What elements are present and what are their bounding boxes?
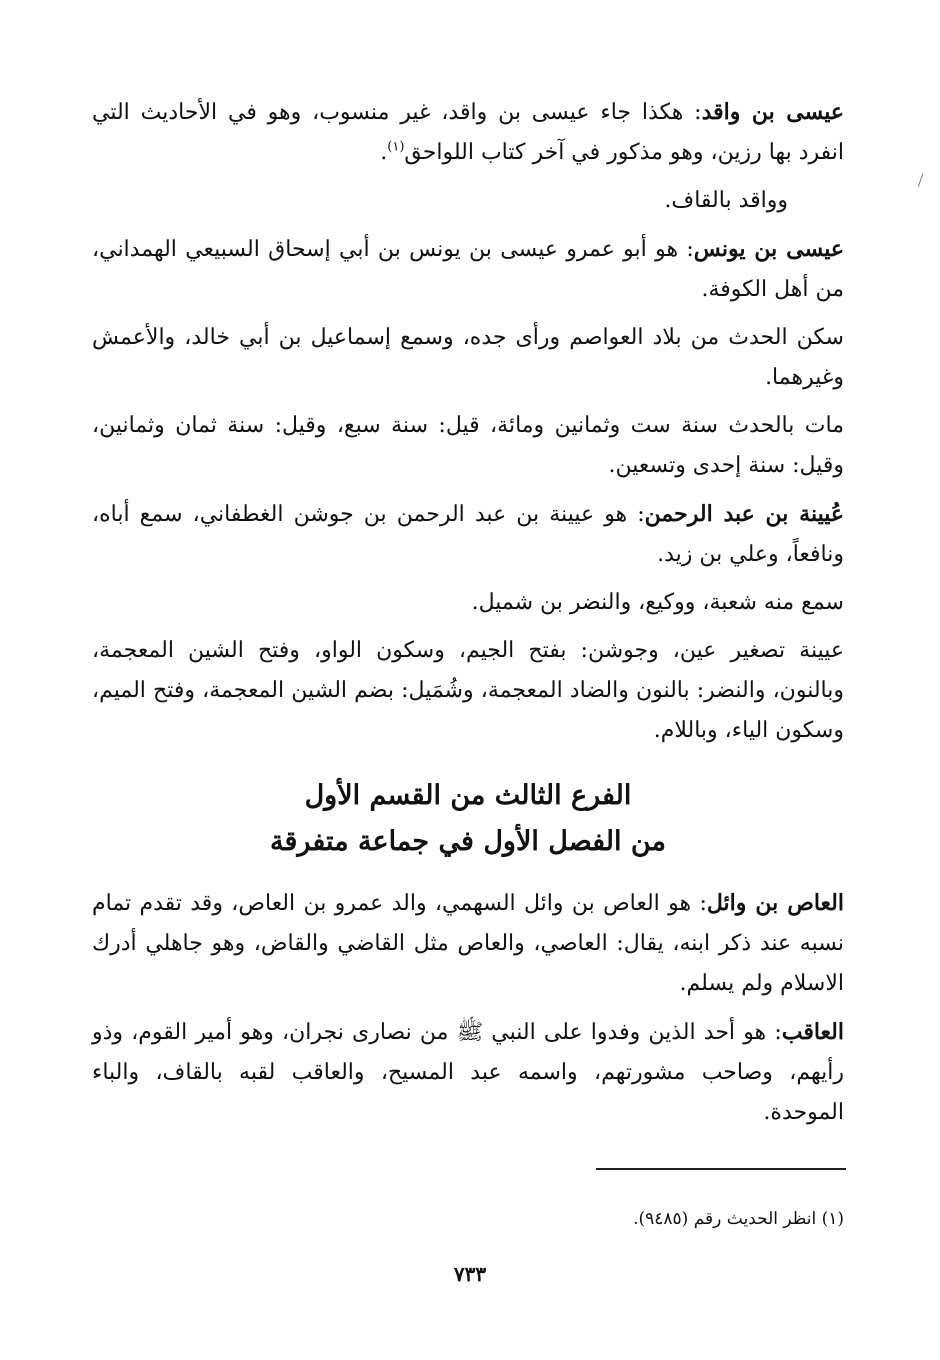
entry-heading: عُيينة بن عبد الرحمن bbox=[644, 501, 844, 527]
footnote-reference[interactable]: (١) bbox=[387, 139, 405, 155]
paragraph-uyayna-students: سمع منه شعبة، ووكيع، والنضر بن شميل. bbox=[471, 590, 844, 615]
entry-uyayna bbox=[92, 494, 844, 575]
entry-text: : هو أحد الذين وفدوا على النبي ﷺ من نصارى نجران، وهو أمير القوم، وذو رأيهم، وصاحب مشورتهم، واسمه عبد المسيح، والعاقب لقبه بالقاف، والباء الموحدة. bbox=[92, 1020, 844, 1125]
section-title-line-2: من الفصل الأول في جماعة متفرقة bbox=[270, 826, 666, 857]
page-number: ٧٣٣ bbox=[453, 1262, 487, 1286]
section-title-line-1: الفرع الثالث من القسم الأول bbox=[304, 780, 632, 811]
page-body bbox=[92, 92, 844, 1141]
entry-text: : هو العاص بن وائل السهمي، والد عمرو بن العاص، وقد تقدم تمام نسبه عند ذكر ابنه، يقال: العاصي، والعاص مثل القاضي والقاض، وهو جاهلي أدرك الاسلام ولم يسلم. bbox=[92, 891, 844, 996]
entry-heading: العاص بن وائل bbox=[706, 890, 844, 916]
footnote: (١) انظر الحديث رقم (٩٤٨٥). bbox=[633, 1209, 844, 1229]
section-title bbox=[92, 773, 844, 865]
entry-text: : هكذا جاء عيسى بن واقد، غير منسوب، وهو في الأحاديث التي انفرد بها رزين، وهو مذكور في آخر كتاب اللواحق bbox=[92, 100, 844, 165]
entry-heading: عيسى بن يونس bbox=[693, 236, 845, 262]
entry-text: : هو عيينة بن عبد الرحمن بن جوشن الغطفاني، سمع أباه، ونافعاً، وعلي بن زيد. bbox=[92, 502, 844, 567]
entry-text: : هو أبو عمرو عيسى بن يونس بن أبي إسحاق السبيعي الهمداني، من أهل الكوفة. bbox=[92, 237, 844, 302]
entry-isa-bin-yunus bbox=[92, 229, 844, 310]
entry-as-bin-wail bbox=[92, 883, 844, 1004]
stray-pen-mark bbox=[918, 173, 929, 189]
entry-heading: العاقب bbox=[781, 1019, 844, 1045]
entry-tail: . bbox=[380, 140, 388, 165]
entry-al-aqib bbox=[92, 1012, 844, 1133]
paragraph-yunus-death: مات بالحدث سنة ست وثمانين ومائة، قيل: سنة سبع، وقيل: سنة ثمان وثمانين، وقيل: سنة إحدى وتسعين. bbox=[92, 413, 844, 478]
line-waqid: وواقد بالقاف. bbox=[664, 188, 788, 213]
footnote-divider bbox=[596, 1168, 846, 1170]
entry-heading: عيسى بن واقد bbox=[701, 99, 845, 125]
paragraph-uyayna-orthography: عيينة تصغير عين، وجوشن: بفتح الجيم، وسكون الواو، وفتح الشين المعجمة، وبالنون، والنضر: بالنون والضاد المعجمة، وشُمَيل: بضم الشين المعجمة، وفتح الميم، وسكون الياء، وباللام. bbox=[92, 638, 844, 743]
paragraph-yunus-residence: سكن الحدث من بلاد العواصم ورأى جده، وسمع إسماعيل بن أبي خالد، والأعمش وغيرهما. bbox=[92, 325, 844, 390]
entry-isa-bin-waqid bbox=[92, 92, 844, 173]
